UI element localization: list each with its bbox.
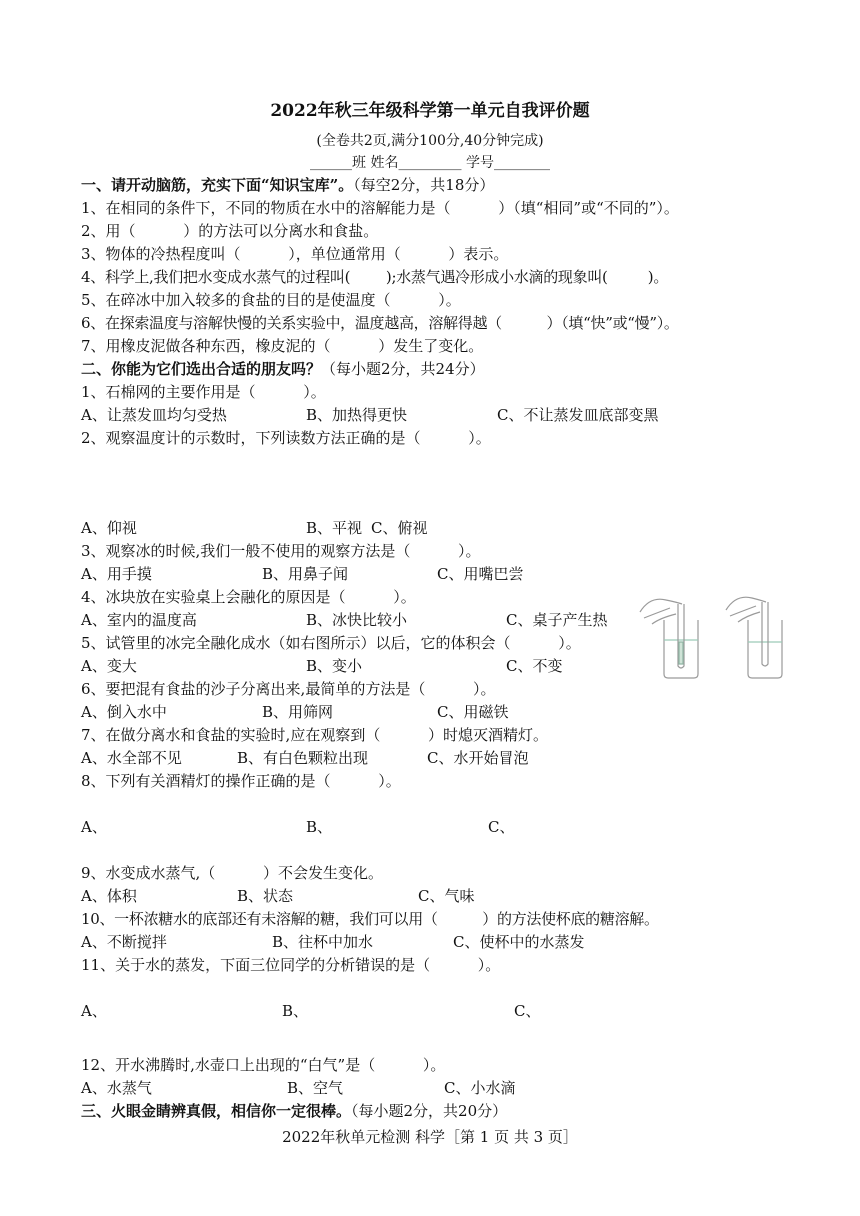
s2-q6-opt-a: A、倒入水中: [81, 703, 167, 721]
s2-q9-opt-c: C、气味: [418, 887, 475, 905]
s2-q6-opt-c: C、用磁铁: [437, 703, 509, 721]
s2-q5-opt-c: C、不变: [506, 657, 563, 675]
s1-item-1: 1、在相同的条件下，不同的物质在水中的溶解能力是（ ）（填“相同”或“不同的”）。: [81, 199, 679, 217]
s2-q6-opt-b: B、用筛网: [262, 703, 334, 721]
s2-q7-opt-c: C、水开始冒泡: [427, 749, 529, 767]
s2-q1: 1、石棉网的主要作用是（ ）。: [81, 383, 326, 401]
s2-q10-opt-b: B、往杯中加水: [272, 933, 374, 951]
s2-q3-opt-b: B、用鼻子闻: [262, 565, 349, 583]
s2-q11-opt-b: B、: [282, 1002, 309, 1020]
s2-q8-opt-c: C、: [488, 818, 515, 836]
s2-q2-opt-b: B、平视: [306, 519, 363, 537]
section2-heading: 二、你能为它们选出合适的朋友吗？: [81, 360, 322, 378]
section1-heading-line: [81, 176, 494, 194]
ice-melt-figure: [630, 590, 790, 680]
s2-q1-opt-b: B、加热得更快: [306, 406, 408, 424]
section1-heading: 一、请开动脑筋，充实下面“知识宝库”。: [81, 176, 354, 194]
page-footer: 2022年秋单元检测 科学［第 1 页 共 3 页］: [282, 1128, 578, 1146]
student-info-line: ______班 姓名_________ 学号________: [310, 155, 550, 171]
s2-q11-opt-c: C、: [514, 1002, 541, 1020]
s2-q12: 12、开水沸腾时,水壶口上出现的“白气”是（ ）。: [81, 1056, 446, 1074]
section2-note: （每小题2分，共24分）: [321, 360, 485, 378]
s2-q9: 9、水变成水蒸气,（ ）不会发生变化。: [81, 864, 383, 882]
s2-q5-opt-a: A、变大: [81, 657, 137, 675]
s2-q9-opt-a: A、体积: [81, 887, 137, 905]
s2-q11-opt-a: A、: [81, 1002, 107, 1020]
s2-q10-opt-a: A、不断搅拌: [81, 933, 167, 951]
s2-q4: 4、冰块放在实验桌上会融化的原因是（ ）。: [81, 588, 416, 606]
section3-note: （每小题2分，共20分）: [351, 1102, 508, 1120]
s2-q6: 6、要把混有食盐的沙子分离出来,最简单的方法是（ ）。: [81, 680, 496, 698]
s2-q3-opt-c: C、用嘴巴尝: [437, 565, 524, 583]
s2-q12-opt-a: A、水蒸气: [81, 1079, 152, 1097]
s2-q5: 5、试管里的冰完全融化成水（如右图所示）以后，它的体积会（ ）。: [81, 634, 581, 652]
test-tube-in-beaker-icon: [630, 590, 790, 680]
s2-q7-opt-b: B、有白色颗粒出现: [237, 749, 369, 767]
s2-q10-opt-c: C、使杯中的水蒸发: [453, 933, 585, 951]
s2-q10: 10、一杯浓糖水的底部还有未溶解的糖，我们可以用（ ）的方法使杯底的糖溶解。: [81, 910, 659, 928]
section3-heading: 三、火眼金睛辨真假，相信你一定很棒。: [81, 1102, 352, 1120]
s2-q4-opt-b: B、冰快比较小: [306, 611, 408, 629]
s2-q2-opt-a: A、仰视: [81, 519, 137, 537]
page-title: 2022年秋三年级科学第一单元自我评价题: [270, 101, 590, 121]
s2-q8: 8、下列有关酒精灯的操作正确的是（ ）。: [81, 772, 401, 790]
section2-heading-line: [81, 360, 485, 378]
s1-item-7: 7、用橡皮泥做各种东西，橡皮泥的（ ）发生了变化。: [81, 337, 484, 355]
section3-heading-line: [81, 1102, 507, 1120]
s2-q4-opt-a: A、室内的温度高: [81, 611, 197, 629]
s2-q4-opt-c: C、桌子产生热: [506, 611, 608, 629]
section1-note: （每空2分，共18分）: [353, 176, 495, 194]
s2-q8-opt-a: A、: [81, 818, 107, 836]
s1-item-3: 3、物体的冷热程度叫（ ），单位通常用（ ）表示。: [81, 245, 509, 263]
s2-q1-opt-c: C、不让蒸发皿底部变黑: [497, 406, 659, 424]
s2-q3-opt-a: A、用手摸: [81, 565, 152, 583]
s2-q1-opt-a: A、让蒸发皿均匀受热: [81, 406, 227, 424]
s2-q5-opt-b: B、变小: [306, 657, 363, 675]
s2-q12-opt-c: C、小水滴: [444, 1079, 516, 1097]
s2-q8-opt-b: B、: [306, 818, 333, 836]
s2-q2: 2、观察温度计的示数时，下列读数方法正确的是（ ）。: [81, 429, 491, 447]
page-subtitle: (全卷共2页,满分100分,40分钟完成): [316, 133, 544, 149]
s1-item-4: 4、科学上,我们把水变成水蒸气的过程叫( );水蒸气遇冷形成小水滴的现象叫( )。: [81, 268, 669, 286]
s2-q11: 11、关于水的蒸发，下面三位同学的分析错误的是（ ）。: [81, 956, 501, 974]
s2-q3: 3、观察冰的时候,我们一般不使用的观察方法是（ ）。: [81, 542, 481, 560]
s2-q9-opt-b: B、状态: [237, 887, 294, 905]
s2-q7-opt-a: A、水全部不见: [81, 749, 182, 767]
s1-item-6: 6、在探索温度与溶解快慢的关系实验中，温度越高，溶解得越（ ）（填“快”或“慢”）。: [81, 314, 679, 332]
s2-q2-opt-c: C、俯视: [371, 519, 428, 537]
s2-q7: 7、在做分离水和食盐的实验时,应在观察到（ ）时熄灭酒精灯。: [81, 726, 548, 744]
s2-q12-opt-b: B、空气: [287, 1079, 344, 1097]
s1-item-2: 2、用（ ）的方法可以分离水和食盐。: [81, 222, 379, 240]
s1-item-5: 5、在碎冰中加入较多的食盐的目的是使温度（ ）。: [81, 291, 461, 309]
